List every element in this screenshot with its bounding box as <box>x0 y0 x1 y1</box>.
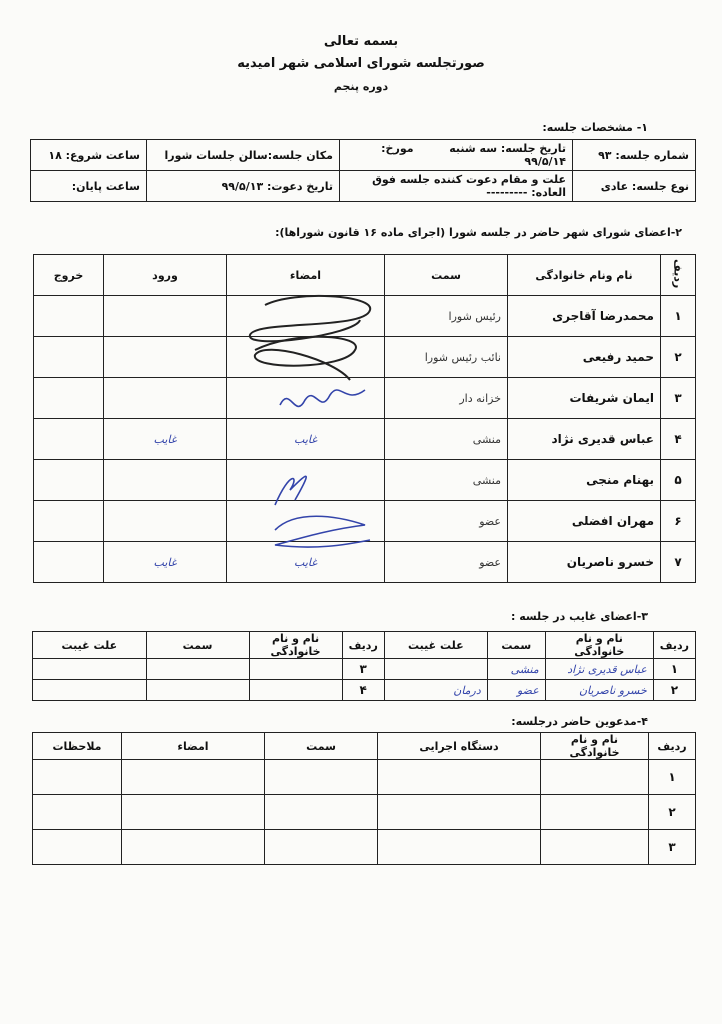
absent-name: عباس قدیری نژاد <box>545 659 653 680</box>
col-signature: امضاء <box>227 255 385 296</box>
attendee-signature: غایب <box>227 542 385 583</box>
attendee-row: ۴ عباس قدیری نژاد منشی غایب غایب <box>34 419 696 460</box>
col-exit: خروج <box>34 255 104 296</box>
absent-reason <box>384 659 487 680</box>
guest-row: ۱ <box>33 760 696 795</box>
attendee-position: منشی <box>385 460 508 501</box>
attendee-row: ۵ بهنام منجی منشی <box>34 460 696 501</box>
session-date: تاریخ جلسه: سه شنبه <box>449 142 566 155</box>
col-entry: ورود <box>104 255 227 296</box>
attendee-row: ۳ ایمان شریفات خزانه دار <box>34 378 696 419</box>
attendee-exit <box>34 460 104 501</box>
attendee-position: نائب رئیس شورا <box>385 337 508 378</box>
attendee-position: منشی <box>385 419 508 460</box>
session-end-time: ساعت پایان: <box>31 171 147 202</box>
attendee-exit <box>34 296 104 337</box>
attendee-name: مهران افضلی <box>508 501 661 542</box>
attendee-name: بهنام منجی <box>508 460 661 501</box>
header-line1: بسمه تعالی <box>323 34 399 49</box>
attendee-entry <box>104 296 227 337</box>
attendee-exit <box>34 419 104 460</box>
session-date-cell <box>340 140 573 171</box>
session-start-time: ساعت شروع: ۱۸ <box>31 140 147 171</box>
session-info-table <box>30 139 696 202</box>
session-location: مکان جلسه:سالن جلسات شورا <box>147 140 340 171</box>
absent-row: ۱ عباس قدیری نژاد منشی ۳ <box>33 659 696 680</box>
attendee-signature: غایب <box>227 419 385 460</box>
session-reason: علت و مقام دعوت کننده جلسه فوق العاده: --------- <box>340 171 573 202</box>
session-info-row-1 <box>31 140 696 171</box>
session-dated: مورخ: ۹۹/۵/۱۴ <box>381 142 566 168</box>
absent-name: خسرو ناصریان <box>545 680 653 701</box>
absent-header-row: ردیف نام و نام خانوادگی سمت علت غیبت ردیف نام و نام خانوادگی سمت علت غیبت <box>33 632 696 659</box>
attendee-position: رئیس شورا <box>385 296 508 337</box>
section4-title: ۴-مدعوین حاضر درجلسه: <box>511 715 648 728</box>
attendee-position: خزانه دار <box>385 378 508 419</box>
section1-title: ۱- مشخصات جلسه: <box>542 121 648 134</box>
attendee-name: محمدرضا آقاجری <box>508 296 661 337</box>
attendee-name: ایمان شریفات <box>508 378 661 419</box>
attendee-row: ۲ حمید رفیعی نائب رئیس شورا <box>34 337 696 378</box>
attendee-exit <box>34 501 104 542</box>
absent-reason: درمان <box>384 680 487 701</box>
attendee-entry: غایب <box>104 419 227 460</box>
signatures-scribble <box>235 290 385 590</box>
session-info-row-2 <box>31 171 696 202</box>
attendee-name: حمید رفیعی <box>508 337 661 378</box>
attendee-name: خسرو ناصریان <box>508 542 661 583</box>
attendee-position: عضو <box>385 542 508 583</box>
attendee-row: ۱ محمدرضا آقاجری رئیس شورا <box>34 296 696 337</box>
absent-row: ۲ خسرو ناصریان عضو درمان ۴ <box>33 680 696 701</box>
col-row: ردیف <box>661 255 696 296</box>
section2-title: ۲-اعضای شورای شهر حاضر در جلسه شورا (اجرای ماده ۱۶ قانون شوراها): <box>275 226 682 239</box>
absent-position: منشی <box>487 659 545 680</box>
attendee-exit <box>34 378 104 419</box>
guests-header-row: ردیف نام و نام خانوادگی دستگاه اجرایی سمت امضاء ملاحظات <box>33 733 696 760</box>
attendee-name: عباس قدیری نژاد <box>508 419 661 460</box>
session-type: نوع جلسه: عادی <box>573 171 696 202</box>
guest-row: ۲ <box>33 795 696 830</box>
attendee-entry <box>104 460 227 501</box>
attendee-entry <box>104 337 227 378</box>
header-line3: دوره پنجم <box>333 80 389 93</box>
absent-members-table <box>32 631 696 701</box>
session-invite-date: تاریخ دعوت: ۹۹/۵/۱۳ <box>147 171 340 202</box>
attendee-entry <box>104 378 227 419</box>
session-number: شماره جلسه: ۹۳ <box>573 140 696 171</box>
guest-row: ۳ <box>33 830 696 865</box>
attendee-exit <box>34 542 104 583</box>
attendee-row: ۷ خسرو ناصریان عضو غایب غایب <box>34 542 696 583</box>
attendee-entry <box>104 501 227 542</box>
guests-table <box>32 732 696 865</box>
col-position: سمت <box>385 255 508 296</box>
header-line2: صورتجلسه شورای اسلامی شهر امیدیه <box>237 56 485 71</box>
attendee-entry: غایب <box>104 542 227 583</box>
absent-position: عضو <box>487 680 545 701</box>
attendee-row: ۶ مهران افضلی عضو <box>34 501 696 542</box>
section3-title: ۳-اعضای غایب در جلسه : <box>510 610 648 623</box>
attendee-exit <box>34 337 104 378</box>
col-name: نام ونام خانوادگی <box>508 255 661 296</box>
attendee-position: عضو <box>385 501 508 542</box>
